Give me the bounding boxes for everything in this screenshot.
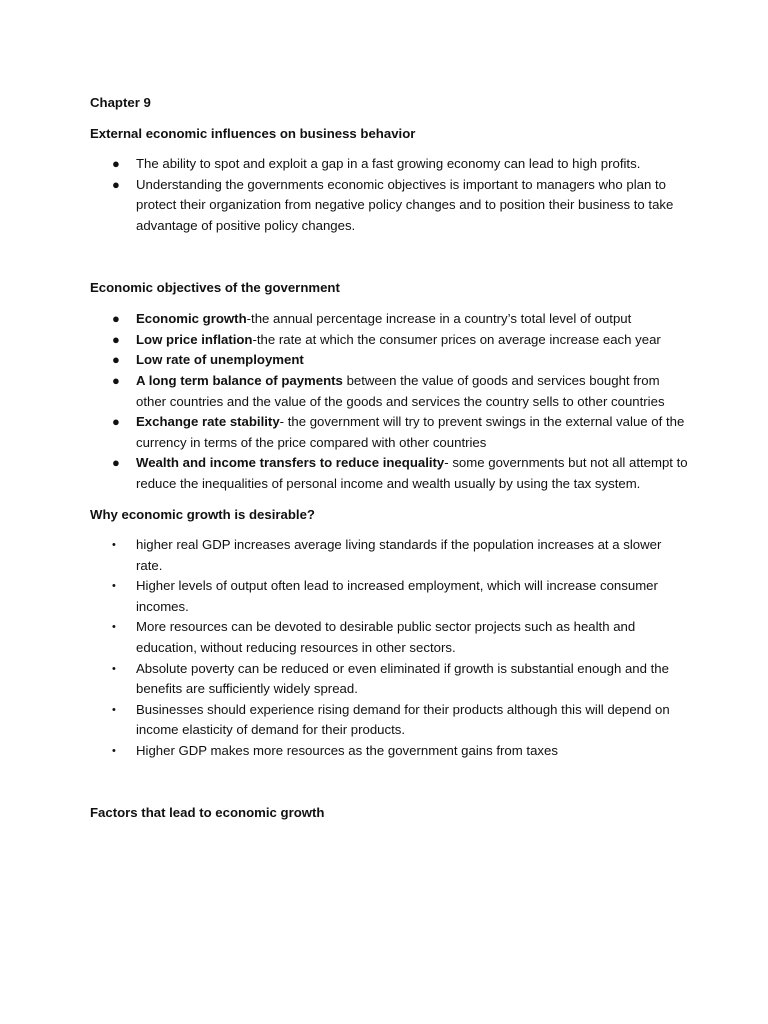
bullet-icon: • <box>112 662 116 675</box>
list-item <box>90 412 690 453</box>
list-item-text: higher real GDP increases average living standards if the population increases at a slower rate. <box>136 537 662 573</box>
list-item <box>90 700 690 741</box>
list-item <box>90 371 690 412</box>
list-item-text: Higher GDP makes more resources as the government gains from taxes <box>136 743 558 759</box>
document-content <box>90 93 690 823</box>
list-item <box>90 453 690 494</box>
bullet-icon: ● <box>112 176 120 192</box>
bullet-icon: • <box>112 580 116 593</box>
section-heading-why-growth: Why economic growth is desirable? <box>90 506 315 522</box>
chapter-title: Chapter 9 <box>90 95 151 110</box>
objective-term: Economic growth <box>136 311 247 327</box>
list-item <box>90 659 690 700</box>
bullet-icon: ● <box>112 331 120 347</box>
bullet-icon: • <box>112 703 116 716</box>
list-item <box>90 741 690 762</box>
bullet-icon: ● <box>112 372 120 388</box>
bullet-icon: ● <box>112 455 120 471</box>
bullet-icon: • <box>112 539 116 552</box>
list-item <box>90 309 690 330</box>
objective-term: Wealth and income transfers to reduce inequality <box>136 455 445 471</box>
list-item <box>90 617 690 658</box>
bullet-icon: • <box>112 621 116 634</box>
government-objectives-list <box>90 309 690 494</box>
list-item <box>90 535 690 576</box>
objective-description: between the value of goods and services bought from other countries and the value of the goods and services the country sells to other countries <box>136 372 665 409</box>
bullet-icon: ● <box>112 311 120 327</box>
external-influences-list <box>90 154 690 236</box>
bullet-icon: ● <box>112 156 120 172</box>
bullet-icon: • <box>112 745 116 758</box>
objective-description: -the annual percentage increase in a country’s total level of output <box>246 311 632 327</box>
list-item-text: Higher levels of output often lead to increased employment, which will increase consumer incomes. <box>136 578 658 614</box>
objective-term: Low price inflation <box>136 331 253 347</box>
list-item-text: More resources can be devoted to desirable public sector projects such as health and education, without reducing resources in other sectors. <box>136 619 636 656</box>
bullet-icon: ● <box>112 414 120 430</box>
section-heading-growth-factors: Factors that lead to economic growth <box>90 804 325 820</box>
list-item-text: Absolute poverty can be reduced or even eliminated if growth is substantial enough and the benefits are sufficiently widely spread. <box>136 660 669 697</box>
list-item <box>90 576 690 617</box>
list-item <box>90 175 690 237</box>
list-item <box>90 154 690 175</box>
list-item <box>90 350 690 371</box>
list-item <box>90 330 690 351</box>
objective-term: Exchange rate stability <box>136 414 280 430</box>
objective-description: - some governments but not all attempt to reduce the inequalities of personal income and wealth usually by using the tax system. <box>136 455 688 491</box>
list-item-text: The ability to spot and exploit a gap in a fast growing economy can lead to high profits. <box>136 156 641 172</box>
section-heading-external-influences: External economic influences on business behavior <box>90 125 416 141</box>
section-heading-government-objectives: Economic objectives of the government <box>90 279 340 295</box>
objective-description: - the government will try to prevent swings in the external value of the currency in terms of the price compared with other countries <box>136 414 685 450</box>
list-item-text: Businesses should experience rising demand for their products although this will depend on income elasticity of demand for their products. <box>136 701 670 738</box>
list-item-text: Understanding the governments economic objectives is important to managers who plan to protect their organization from negative policy changes and to position their business to take advantage of positive policy changes. <box>136 176 674 233</box>
objective-description: -the rate at which the consumer prices on average increase each year <box>252 331 661 347</box>
why-growth-list <box>90 535 690 762</box>
objective-term: Low rate of unemployment <box>136 352 304 368</box>
objective-term: A long term balance of payments <box>136 372 343 388</box>
bullet-icon: ● <box>112 352 120 368</box>
